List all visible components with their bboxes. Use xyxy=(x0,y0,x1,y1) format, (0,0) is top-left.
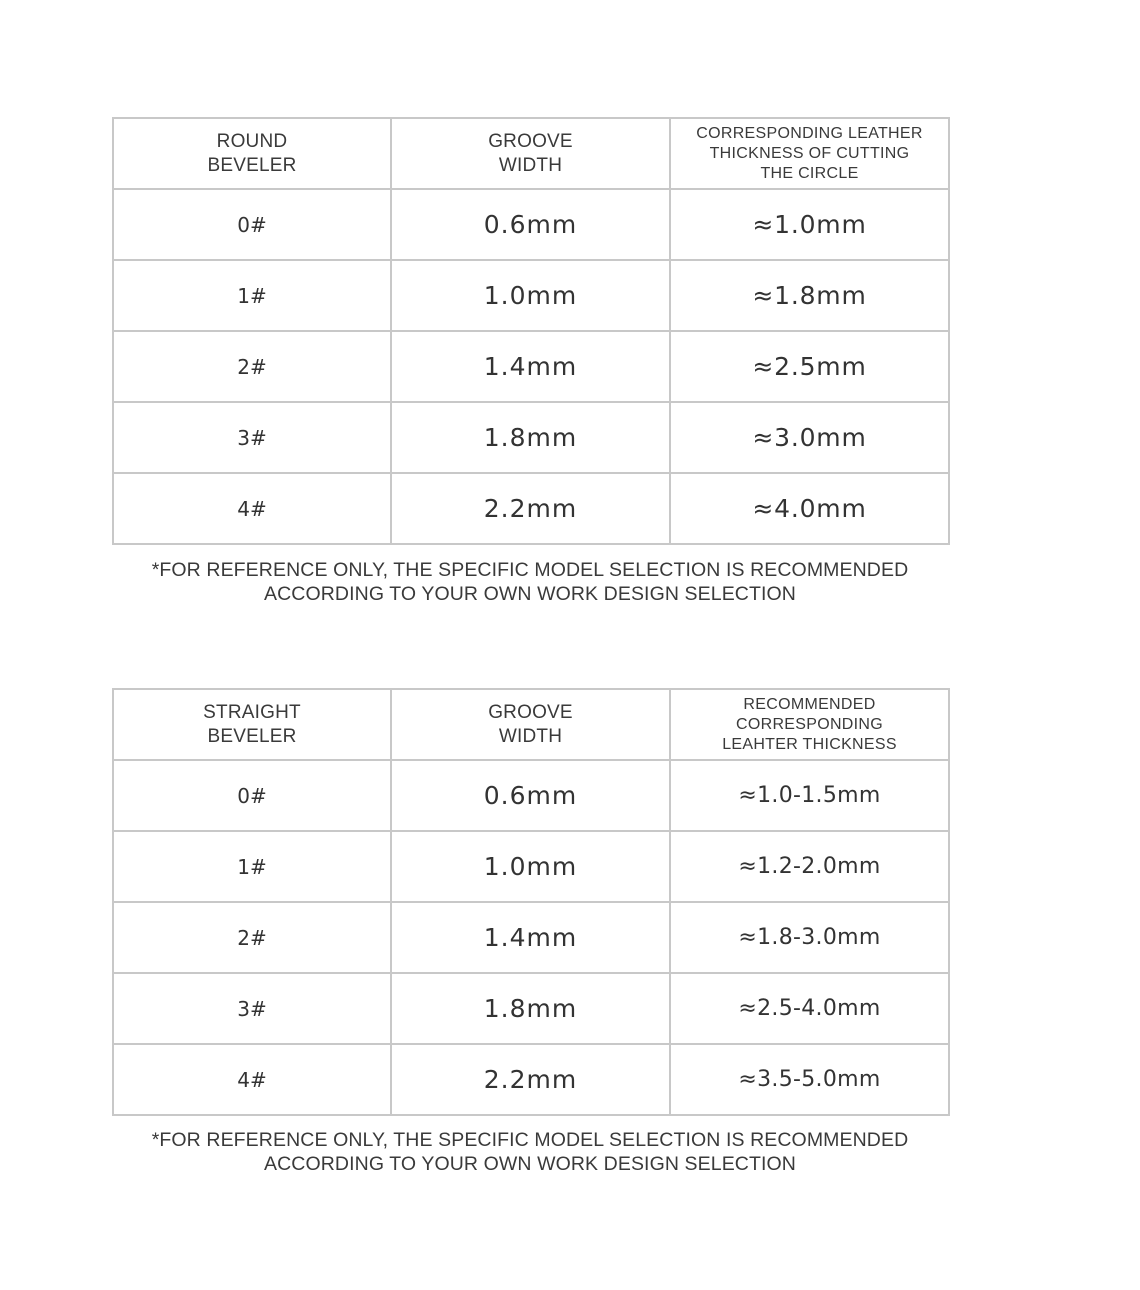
thickness-cell: ≈1.2-2.0mm xyxy=(670,831,949,902)
thickness-cell: ≈1.0mm xyxy=(670,189,949,260)
groove-cell: 1.4mm xyxy=(391,902,670,973)
table-row xyxy=(113,473,949,544)
groove-cell: 2.2mm xyxy=(391,1044,670,1115)
round-beveler-table-block xyxy=(112,117,948,545)
table-header-row xyxy=(113,118,949,189)
header-leather-thickness: RECOMMENDED CORRESPONDING LEAHTER THICKNESS xyxy=(670,689,949,760)
groove-cell: 1.0mm xyxy=(391,260,670,331)
table-header-row xyxy=(113,689,949,760)
model-cell: 0# xyxy=(113,189,391,260)
thickness-cell: ≈3.5-5.0mm xyxy=(670,1044,949,1115)
round-beveler-table xyxy=(112,117,950,545)
model-cell: 1# xyxy=(113,831,391,902)
groove-cell: 1.8mm xyxy=(391,973,670,1044)
thickness-cell: ≈1.8-3.0mm xyxy=(670,902,949,973)
model-cell: 3# xyxy=(113,973,391,1044)
model-cell: 1# xyxy=(113,260,391,331)
thickness-cell: ≈1.8mm xyxy=(670,260,949,331)
thickness-cell: ≈2.5mm xyxy=(670,331,949,402)
thickness-cell: ≈4.0mm xyxy=(670,473,949,544)
straight-beveler-table-block xyxy=(112,688,948,1116)
reference-note: *FOR REFERENCE ONLY, THE SPECIFIC MODEL SELECTION IS RECOMMENDED ACCORDING TO YOUR OWN WORK DESIGN SELECTION xyxy=(151,1129,909,1175)
table-row xyxy=(113,331,949,402)
table-row xyxy=(113,760,949,831)
model-cell: 0# xyxy=(113,760,391,831)
groove-cell: 1.8mm xyxy=(391,402,670,473)
thickness-cell: ≈2.5-4.0mm xyxy=(670,973,949,1044)
model-cell: 2# xyxy=(113,331,391,402)
groove-cell: 0.6mm xyxy=(391,189,670,260)
thickness-cell: ≈1.0-1.5mm xyxy=(670,760,949,831)
table-row xyxy=(113,831,949,902)
header-groove-width: GROOVE WIDTH xyxy=(391,118,670,189)
table-row xyxy=(113,902,949,973)
straight-beveler-table xyxy=(112,688,950,1116)
table-row xyxy=(113,402,949,473)
table-row xyxy=(113,1044,949,1115)
groove-cell: 0.6mm xyxy=(391,760,670,831)
table-row xyxy=(113,973,949,1044)
model-cell: 2# xyxy=(113,902,391,973)
thickness-cell: ≈3.0mm xyxy=(670,402,949,473)
header-leather-thickness: CORRESPONDING LEATHER THICKNESS OF CUTTING THE CIRCLE xyxy=(670,118,949,189)
model-cell: 4# xyxy=(113,473,391,544)
header-groove-width: GROOVE WIDTH xyxy=(391,689,670,760)
table-row xyxy=(113,189,949,260)
model-cell: 3# xyxy=(113,402,391,473)
groove-cell: 1.4mm xyxy=(391,331,670,402)
groove-cell: 2.2mm xyxy=(391,473,670,544)
groove-cell: 1.0mm xyxy=(391,831,670,902)
header-model: STRAIGHT BEVELER xyxy=(113,689,391,760)
header-model: ROUND BEVELER xyxy=(113,118,391,189)
reference-note: *FOR REFERENCE ONLY, THE SPECIFIC MODEL SELECTION IS RECOMMENDED ACCORDING TO YOUR OWN WORK DESIGN SELECTION xyxy=(151,559,909,605)
model-cell: 4# xyxy=(113,1044,391,1115)
table-row xyxy=(113,260,949,331)
